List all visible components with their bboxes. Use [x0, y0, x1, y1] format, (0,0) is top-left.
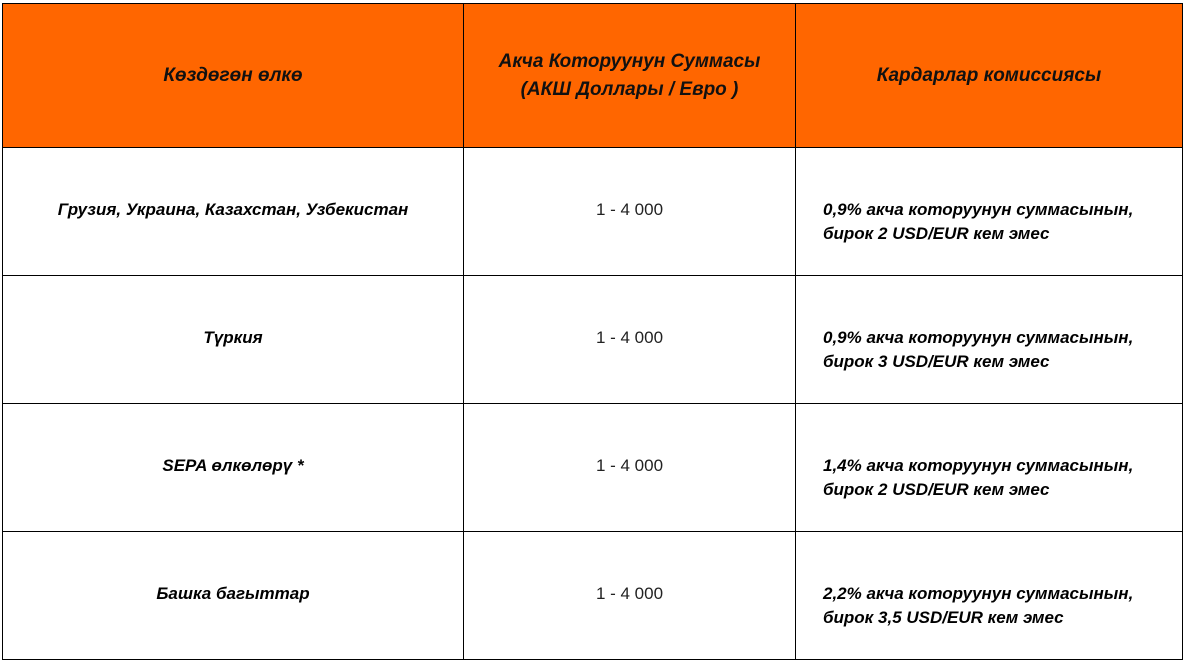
amount-cell [464, 532, 796, 660]
country-text: Түркия [203, 327, 263, 347]
header-fee-label: Кардарлар комиссиясы [876, 64, 1102, 86]
header-country [3, 4, 464, 148]
amount-cell [464, 404, 796, 532]
table-row [3, 148, 1183, 276]
amount-cell [464, 148, 796, 276]
amount-text: 1 - 4 000 [595, 199, 664, 219]
fee-line1: 1,4% акча которуунун суммасынын, [823, 455, 1134, 475]
country-cell [3, 532, 464, 660]
country-cell [3, 276, 464, 404]
country-text: Грузия, Украина, Казахстан, Узбекистан [57, 199, 409, 219]
amount-text: 1 - 4 000 [595, 583, 664, 603]
fee-cell [796, 404, 1183, 532]
header-fee [796, 4, 1183, 148]
header-amount [464, 4, 796, 148]
table-row [3, 276, 1183, 404]
amount-cell [464, 276, 796, 404]
header-amount-line1: Акча Которуунун Суммасы [498, 50, 761, 72]
table-row [3, 532, 1183, 660]
fee-line1: 0,9% акча которуунун суммасынын, [823, 327, 1134, 347]
amount-text: 1 - 4 000 [595, 455, 664, 475]
country-cell [3, 148, 464, 276]
country-text: SEPA өлкөлөрү * [162, 455, 304, 475]
fee-line2: бирок 2 USD/EUR кем эмес [823, 223, 1050, 243]
header-amount-line2: (АКШ Доллары / Евро ) [520, 78, 739, 100]
country-cell [3, 404, 464, 532]
country-text: Башка багыттар [156, 583, 310, 603]
table-row [3, 404, 1183, 532]
fee-line2: бирок 3,5 USD/EUR кем эмес [823, 607, 1064, 627]
fee-line2: бирок 2 USD/EUR кем эмес [823, 479, 1050, 499]
fee-line2: бирок 3 USD/EUR кем эмес [823, 351, 1050, 371]
tariff-table [2, 3, 1183, 660]
fee-cell [796, 148, 1183, 276]
fee-line1: 0,9% акча которуунун суммасынын, [823, 199, 1134, 219]
fee-cell [796, 276, 1183, 404]
fee-cell [796, 532, 1183, 660]
fee-line1: 2,2% акча которуунун суммасынын, [823, 583, 1134, 603]
header-country-label: Көздөгөн өлкө [163, 64, 303, 86]
amount-text: 1 - 4 000 [595, 327, 664, 347]
table-header-row [3, 4, 1183, 148]
